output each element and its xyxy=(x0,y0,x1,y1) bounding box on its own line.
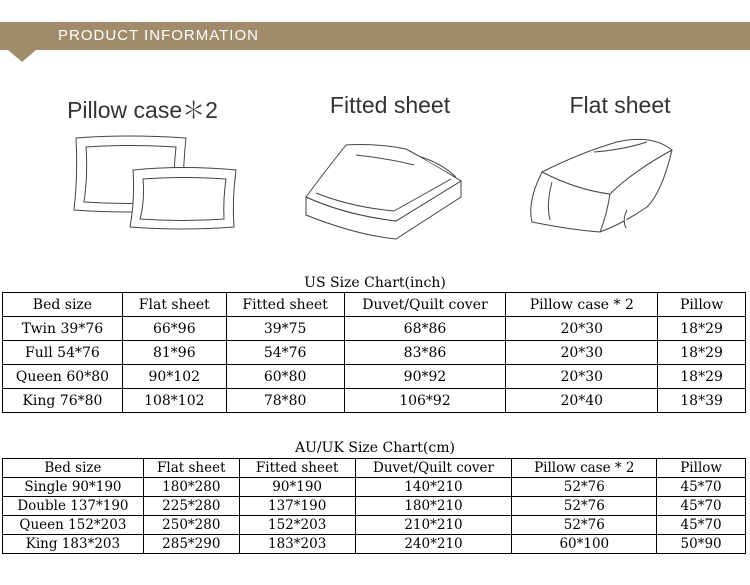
header-pillow-case: Pillow case * 2 xyxy=(506,293,658,317)
table-header-row xyxy=(3,459,746,478)
header-fitted-sheet: Fitted sheet xyxy=(226,293,344,317)
cell-pillow-case: 20*30 xyxy=(506,341,658,365)
cell-pillow-case: 52*76 xyxy=(512,478,657,497)
cell-pillow: 18*39 xyxy=(658,389,746,413)
header-fitted-sheet: Fitted sheet xyxy=(239,459,355,478)
product-label-fitted: Fitted sheet xyxy=(329,92,451,118)
cell-pillow: 18*29 xyxy=(658,317,746,341)
banner-title: PRODUCT INFORMATION xyxy=(58,27,259,44)
cell-flat-sheet: 180*280 xyxy=(143,478,239,497)
header-pillow: Pillow xyxy=(657,459,746,478)
cell-flat-sheet: 108*102 xyxy=(122,389,226,413)
cell-duvet-cover: 83*86 xyxy=(344,341,506,365)
cell-duvet-cover: 240*210 xyxy=(355,535,512,554)
table-row xyxy=(3,389,746,413)
cell-pillow-case: 20*40 xyxy=(506,389,658,413)
cell-bed-size: King 183*203 xyxy=(3,535,144,554)
cell-flat-sheet: 225*280 xyxy=(143,497,239,516)
table-row xyxy=(3,478,746,497)
cell-bed-size: Twin 39*76 xyxy=(3,317,123,341)
cell-duvet-cover: 68*86 xyxy=(344,317,506,341)
table-row xyxy=(3,497,746,516)
header-duvet-cover: Duvet/Quilt cover xyxy=(344,293,506,317)
header-bed-size: Bed size xyxy=(3,459,144,478)
product-label-pillow: Pillow case＊2 xyxy=(67,97,218,123)
cell-bed-size: Queen 60*80 xyxy=(3,365,123,389)
cell-duvet-cover: 106*92 xyxy=(344,389,506,413)
cell-flat-sheet: 250*280 xyxy=(143,516,239,535)
cell-fitted-sheet: 137*190 xyxy=(239,497,355,516)
cell-bed-size: Single 90*190 xyxy=(3,478,144,497)
cell-bed-size: Queen 152*203 xyxy=(3,516,144,535)
cell-fitted-sheet: 90*190 xyxy=(239,478,355,497)
pillow-case-icon xyxy=(68,130,248,240)
au-chart-title: AU/UK Size Chart(cm) xyxy=(295,440,455,456)
cell-flat-sheet: 81*96 xyxy=(122,341,226,365)
header-bed-size: Bed size xyxy=(3,293,123,317)
header-pillow-case: Pillow case * 2 xyxy=(512,459,657,478)
table-row xyxy=(3,341,746,365)
cell-pillow: 18*29 xyxy=(658,365,746,389)
cell-fitted-sheet: 54*76 xyxy=(226,341,344,365)
cell-fitted-sheet: 39*75 xyxy=(226,317,344,341)
header-duvet-cover: Duvet/Quilt cover xyxy=(355,459,512,478)
cell-bed-size: Full 54*76 xyxy=(3,341,123,365)
header-flat-sheet: Flat sheet xyxy=(143,459,239,478)
table-row xyxy=(3,516,746,535)
fitted-sheet-icon xyxy=(296,135,466,245)
cell-flat-sheet: 66*96 xyxy=(122,317,226,341)
cell-duvet-cover: 140*210 xyxy=(355,478,512,497)
cell-flat-sheet: 90*102 xyxy=(122,365,226,389)
cell-pillow: 18*29 xyxy=(658,341,746,365)
cell-fitted-sheet: 60*80 xyxy=(226,365,344,389)
cell-pillow: 45*70 xyxy=(657,516,746,535)
cell-pillow-case: 20*30 xyxy=(506,365,658,389)
table-row xyxy=(3,317,746,341)
cell-duvet-cover: 180*210 xyxy=(355,497,512,516)
table-row xyxy=(3,365,746,389)
cell-bed-size: Double 137*190 xyxy=(3,497,144,516)
cell-duvet-cover: 90*92 xyxy=(344,365,506,389)
cell-pillow: 45*70 xyxy=(657,478,746,497)
table-header-row xyxy=(3,293,746,317)
flat-sheet-icon xyxy=(522,132,682,242)
header-flat-sheet: Flat sheet xyxy=(122,293,226,317)
cell-pillow-case: 52*76 xyxy=(512,497,657,516)
cell-pillow: 50*90 xyxy=(657,535,746,554)
us-chart-title: US Size Chart(inch) xyxy=(304,275,446,291)
cell-fitted-sheet: 78*80 xyxy=(226,389,344,413)
us-size-table xyxy=(2,292,746,413)
cell-fitted-sheet: 152*203 xyxy=(239,516,355,535)
header-banner xyxy=(0,22,750,50)
product-label-flat: Flat sheet xyxy=(569,92,671,118)
cell-bed-size: King 76*80 xyxy=(3,389,123,413)
cell-flat-sheet: 285*290 xyxy=(143,535,239,554)
cell-pillow-case: 20*30 xyxy=(506,317,658,341)
au-size-table xyxy=(2,458,746,554)
header-pillow: Pillow xyxy=(658,293,746,317)
table-row xyxy=(3,535,746,554)
cell-pillow-case: 52*76 xyxy=(512,516,657,535)
cell-pillow: 45*70 xyxy=(657,497,746,516)
cell-pillow-case: 60*100 xyxy=(512,535,657,554)
cell-duvet-cover: 210*210 xyxy=(355,516,512,535)
cell-fitted-sheet: 183*203 xyxy=(239,535,355,554)
